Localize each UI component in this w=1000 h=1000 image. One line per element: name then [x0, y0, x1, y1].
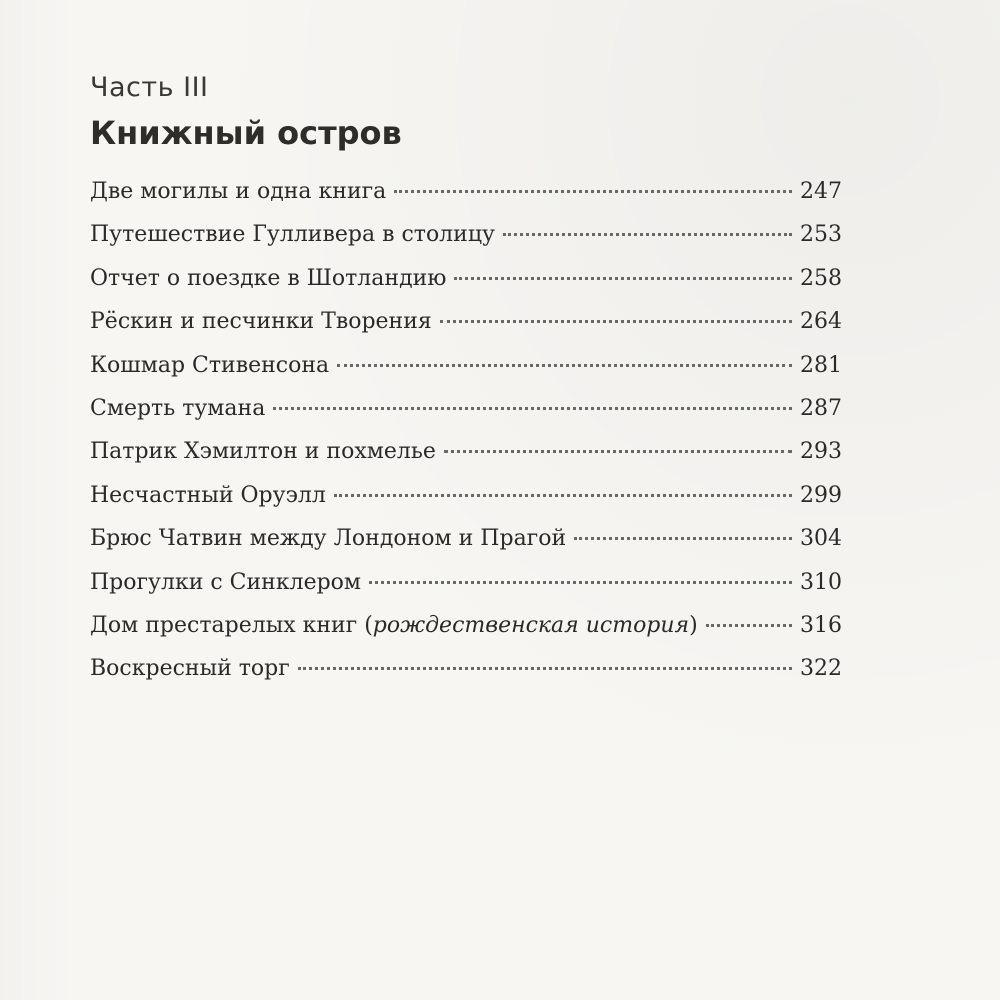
toc-entry-title-text: Патрик Хэмилтон и похмелье [90, 439, 436, 465]
toc-entry-title [90, 604, 704, 647]
toc-entry-page-number: 310 [800, 569, 842, 595]
toc-entry [90, 430, 842, 473]
toc-entry-title-text: Кошмар Стивенсона [90, 352, 330, 378]
toc-entry [90, 170, 842, 213]
toc-entry-title-text: Рёскин и песчинки Творения [90, 309, 432, 335]
toc-entry-page-number: 316 [800, 612, 842, 638]
dot-leader [394, 190, 792, 193]
toc-entry-title [90, 430, 442, 473]
toc-entry-page-number: 304 [800, 526, 842, 552]
toc-entry [90, 604, 842, 647]
dot-leader [574, 537, 792, 540]
toc-entry [90, 213, 842, 256]
toc-entry-title-text: Брюс Чатвин между Лондоном и Прагой [90, 526, 567, 552]
toc-entry [90, 647, 842, 690]
toc-entry-title-text: Воскресный торг [90, 656, 290, 682]
toc-entry-title-text: Смерть тумана [90, 395, 266, 421]
toc-entry-page-number: 293 [800, 439, 842, 465]
toc-entry-page-number: 281 [800, 352, 842, 378]
toc-entry-title-text: Дом престарелых книг ( [90, 612, 373, 638]
toc-entry-title-text: Отчет о поездке в Шотландию [90, 265, 447, 291]
dot-leader [298, 667, 792, 670]
dot-leader [503, 233, 792, 236]
toc-entry [90, 387, 842, 430]
toc-entry [90, 561, 842, 604]
table-of-contents [90, 170, 842, 691]
toc-entry [90, 257, 842, 300]
toc-entry-page-number: 247 [800, 179, 842, 204]
toc-entry [90, 474, 842, 517]
toc-entry-title [90, 387, 271, 430]
dot-leader [337, 364, 792, 367]
dot-leader [334, 494, 792, 497]
part-label: Часть III [90, 72, 209, 103]
toc-entry-title [90, 647, 296, 690]
dot-leader [440, 320, 792, 323]
toc-entry-page-number: 322 [800, 656, 842, 682]
toc-entry-title-text: Прогулки с Синклером [90, 569, 362, 595]
toc-entry-page-number: 258 [800, 265, 842, 291]
toc-entry-title [90, 257, 452, 300]
dot-leader [369, 581, 792, 584]
dot-leader [706, 624, 792, 627]
toc-entry [90, 344, 842, 387]
dot-leader [444, 450, 792, 453]
toc-entry-title-text: Две могилы и одна книга [90, 179, 387, 204]
toc-entry-page-number: 299 [800, 482, 842, 508]
dot-leader [454, 277, 792, 280]
toc-entry-title-text: Путешествие Гулливера в столицу [90, 222, 495, 248]
toc-entry-page-number: 253 [800, 222, 842, 248]
toc-entry-title [90, 300, 438, 343]
toc-entry-page-number: 264 [800, 309, 842, 335]
toc-entry-page-number: 287 [800, 395, 842, 421]
toc-entry-title [90, 213, 501, 256]
toc-entry-title [90, 170, 392, 213]
toc-entry-title [90, 344, 335, 387]
toc-entry [90, 517, 842, 560]
toc-entry-subtitle: рождественская история [372, 612, 690, 638]
toc-entry-title-closing: ) [689, 612, 698, 638]
toc-entry [90, 300, 842, 343]
toc-entry-title [90, 561, 367, 604]
part-title: Книжный остров [90, 114, 402, 152]
toc-entry-title [90, 474, 332, 517]
dot-leader [273, 407, 792, 410]
toc-entry-title-text: Несчастный Оруэлл [90, 482, 326, 508]
toc-entry-title [90, 517, 572, 560]
